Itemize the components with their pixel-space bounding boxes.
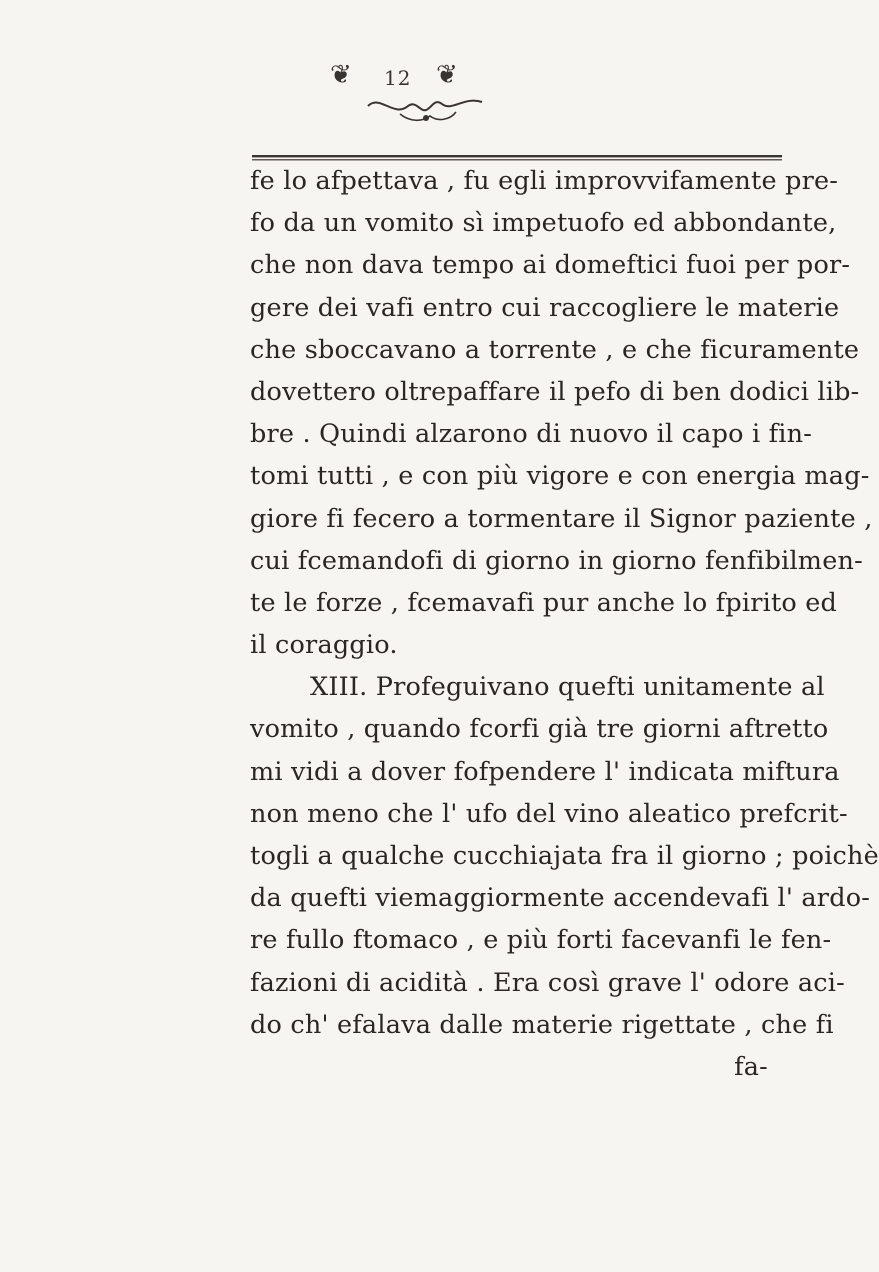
flourish-ornament-icon	[360, 92, 490, 126]
text-line: giore fi fecero a tormentare il Signor paziente ,	[250, 503, 873, 534]
page-header	[0, 52, 800, 132]
text-line: togli a qualche cucchiajata fra il giorno ; poichè	[250, 841, 879, 871]
text-line: do ch' efalava dalle materie rigettate , che fi	[250, 1009, 834, 1040]
text-line: re fullo ftomaco , e più forti facevanfi le fen-	[250, 925, 832, 956]
page-number: 12	[384, 66, 412, 90]
text-line: cui fcemandofi di giorno in giorno fenfibilmen-	[250, 545, 863, 576]
text-line: che non dava tempo ai domeftici fuoi per por-	[250, 250, 851, 281]
text-line: bre . Quindi alzarono di nuovo il capo i fin-	[250, 419, 813, 450]
fleuron-right-icon: ❦	[436, 60, 458, 90]
text-line: il coraggio.	[250, 630, 398, 661]
text-line: gere dei vafi entro cui raccogliere le materie	[250, 292, 840, 323]
catchword: fa-	[734, 1051, 768, 1082]
text-line: dovettero oltrepaffare il pefo di ben dodici lib-	[250, 376, 860, 407]
text-line: fo da un vomito sì impetuofo ed abbondante,	[250, 208, 837, 239]
text-line: fe lo afpettava , fu egli improvvifamente pre-	[250, 166, 839, 196]
text-line: te le forze , fcemavafi pur anche lo fpirito ed	[250, 587, 838, 618]
text-line: fazioni di acidità . Era così grave l' odore aci-	[250, 967, 845, 998]
text-line: mi vidi a dover fofpendere l' indicata miftura	[250, 756, 840, 787]
section-heading-line: XIII. Profeguivano quefti unitamente al	[310, 672, 825, 703]
text-line: tomi tutti , e con più vigore e con energia mag-	[250, 461, 870, 492]
text-line: che sboccavano a torrente , e che ficuramente	[250, 334, 860, 365]
text-line: vomito , quando fcorfi già tre giorni aftretto	[250, 714, 829, 745]
fleuron-left-icon: ❦	[330, 60, 352, 90]
body-text	[250, 160, 879, 1088]
text-line: non meno che l' ufo del vino aleatico prefcrit-	[250, 798, 848, 829]
text-line: da quefti viemaggiormente accendevafi l' ardo-	[250, 883, 871, 914]
